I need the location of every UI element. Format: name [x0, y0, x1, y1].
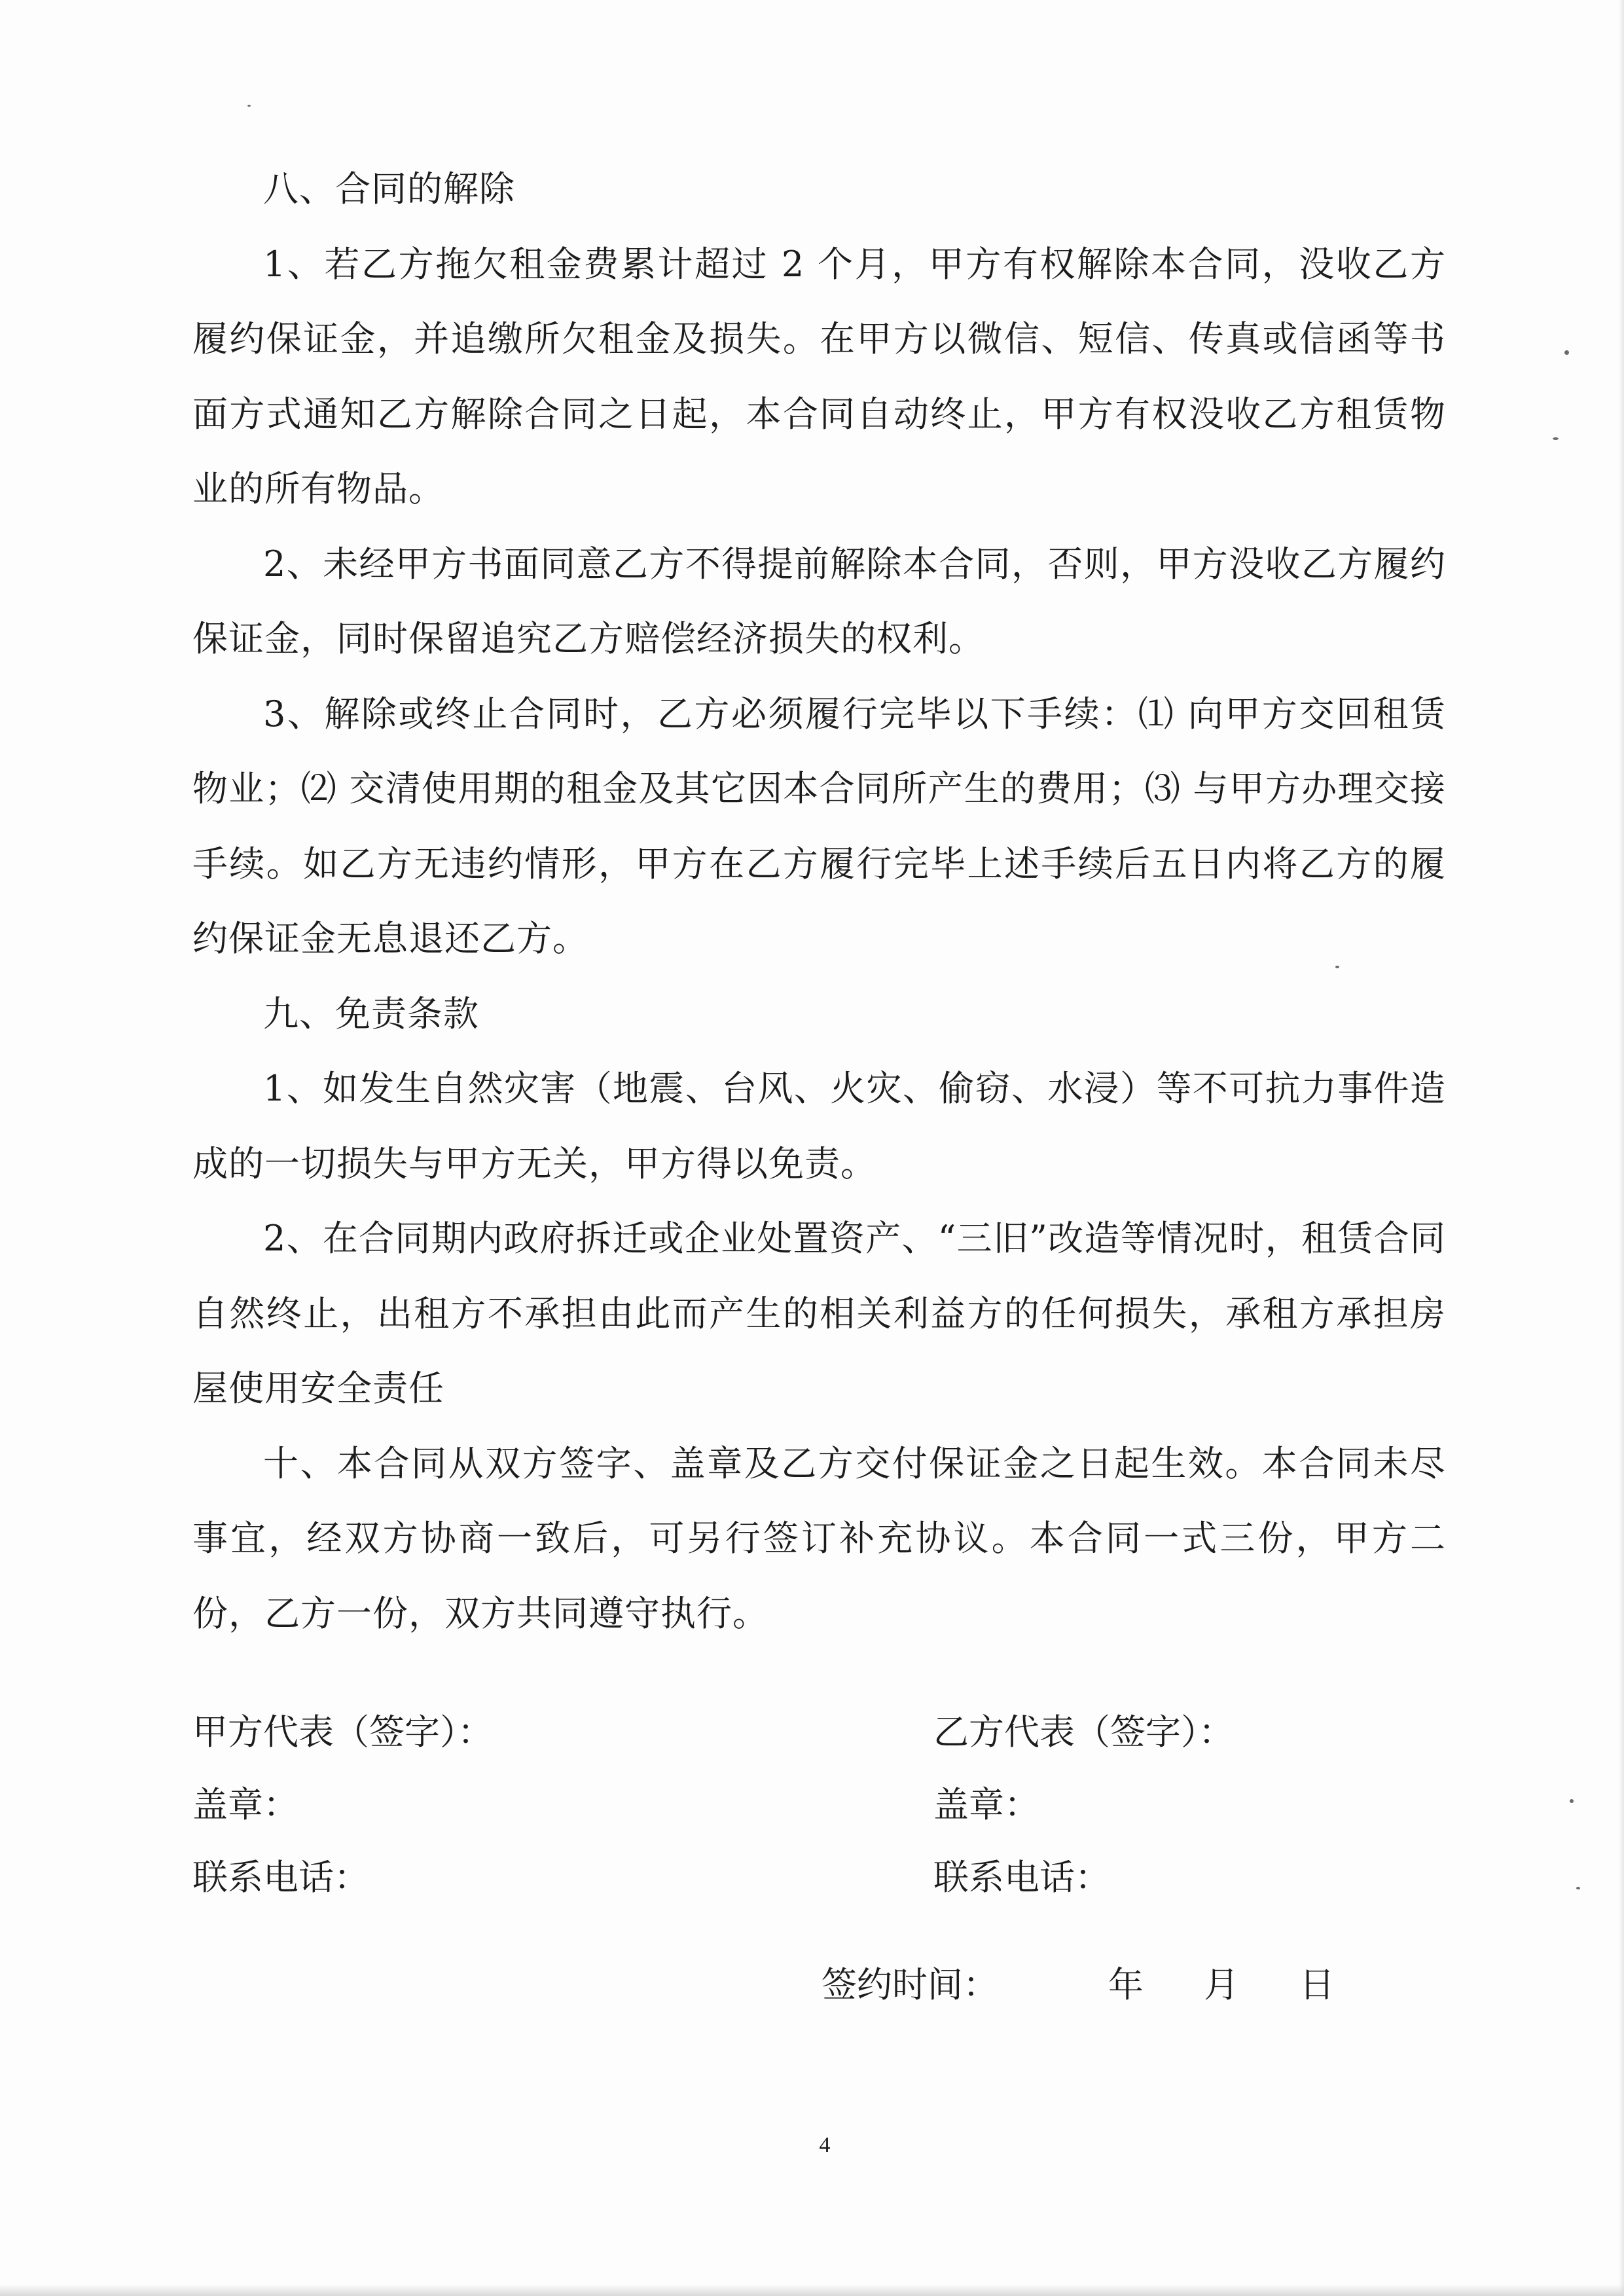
party-a-seal-label: 盖章：	[192, 1784, 298, 1825]
signing-date-month: 月	[1204, 1964, 1239, 2005]
clause-9-1: 1、如发生自然灾害（地震、台风、火灾、偷窃、水浸）等不可抗力事件造成的一切损失与甲方无关，甲方得以免责。	[192, 1068, 1446, 1184]
section-heading-exemption: 九、免责条款	[263, 993, 479, 1034]
party-b-phone-label: 联系电话：	[933, 1857, 1110, 1898]
clause-8-3: 3、解除或终止合同时，乙方必须履行完毕以下手续：⑴ 向甲方交回租赁物业；⑵ 交清使用期的租金及其它因本合同所产生的费用；⑶ 与甲方办理交接手续。如乙方无违约情形，甲方在乙方履行完毕上述手续后五日内将乙方的履约保证金无息退还乙方。	[192, 693, 1446, 959]
scan-speck	[1570, 1799, 1574, 1803]
party-a-phone-label: 联系电话：	[192, 1857, 369, 1898]
party-b-signature-block	[933, 1696, 1234, 1914]
clause-9-2: 2、在合同期内政府拆迁或企业处置资产、“三旧”改造等情况时，租赁合同自然终止，出租方不承担由此而产生的相关利益方的任何损失，承租方承担房屋使用安全责任	[192, 1218, 1446, 1409]
clause-8-1: 1、若乙方拖欠租金费累计超过 2 个月，甲方有权解除本合同，没收乙方履约保证金，并追缴所欠租金及损失。在甲方以微信、短信、传真或信函等书面方式通知乙方解除合同之日起，本合同自动终止，甲方有权没收乙方租赁物业的所有物品。	[192, 243, 1446, 509]
scan-speck	[247, 105, 251, 107]
clause-10-effective: 十、本合同从双方签字、盖章及乙方交付保证金之日起生效。本合同未尽事宜，经双方协商一致后，可另行签订补充协议。本合同一式三份，甲方二份，乙方一份，双方共同遵守执行。	[192, 1442, 1446, 1634]
scan-speck	[1564, 350, 1569, 355]
page-number: 4	[819, 2133, 831, 2157]
scan-edge-bottom	[0, 2284, 1624, 2296]
party-a-representative-label: 甲方代表（签字）：	[192, 1711, 493, 1753]
signing-date-year: 年	[1108, 1964, 1144, 2005]
scan-speck	[1553, 437, 1559, 440]
party-a-signature-block	[192, 1696, 493, 1914]
signing-date-day: 日	[1299, 1964, 1335, 2005]
scan-edge-right	[1619, 0, 1624, 2296]
party-b-representative-label: 乙方代表（签字）：	[933, 1711, 1234, 1753]
section-heading-termination: 八、合同的解除	[263, 168, 515, 210]
signing-date-line	[821, 1952, 1335, 2018]
contract-body	[192, 152, 1446, 1651]
scan-speck	[1576, 1887, 1580, 1889]
clause-8-2: 2、未经甲方书面同意乙方不得提前解除本合同，否则，甲方没收乙方履约保证金，同时保留追究乙方赔偿经济损失的权利。	[192, 543, 1446, 659]
signing-date-label: 签约时间：	[821, 1964, 998, 2005]
party-b-seal-label: 盖章：	[933, 1784, 1039, 1825]
